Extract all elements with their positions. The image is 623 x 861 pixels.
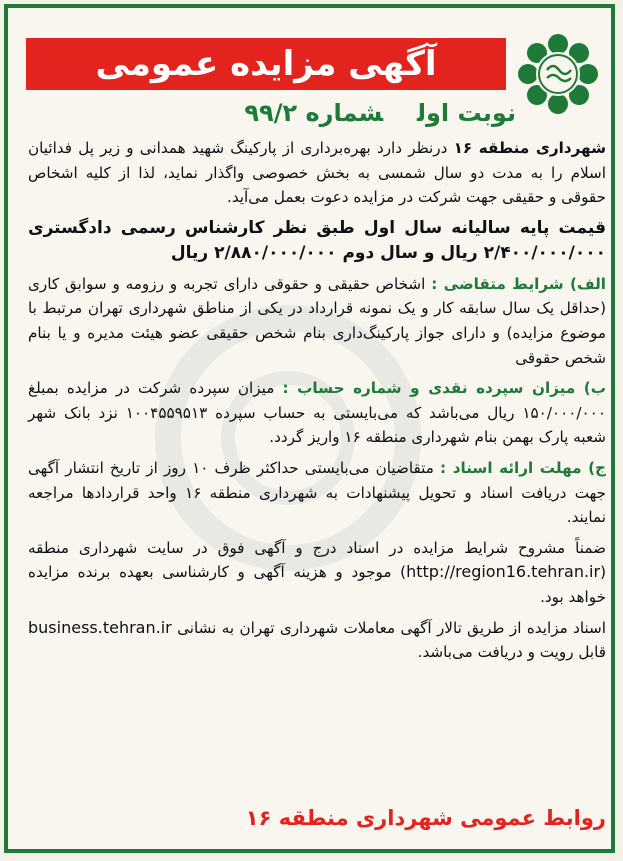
intro-organization: شهرداری منطقه ۱۶ bbox=[453, 139, 607, 157]
ad-body bbox=[28, 136, 606, 671]
tehran-municipality-emblem-icon bbox=[514, 30, 602, 118]
advertisement-frame bbox=[4, 4, 615, 853]
region-website-link[interactable]: http://region16.tehran.ir bbox=[406, 562, 601, 582]
section-b-paragraph bbox=[28, 376, 606, 450]
title-banner: آگهی مزایده عمومی bbox=[26, 38, 506, 90]
section-c-text: متقاضیان می‌بایستی حداکثر ظرف ۱۰ روز از تاریخ انتشار آگهی جهت دریافت اسناد و تحویل پیشنهادات به شهرداری منطقه ۱۶ واحد قراردادها مراجعه نمایند. bbox=[28, 458, 606, 527]
section-b-text: میزان سپرده شرکت در مزایده بمبلغ ۱۵۰/۰۰۰/۰۰۰ ریال می‌باشد که می‌بایستی به حساب سپرده ۱۰۰۴۵۵۹۵۱۳ نزد بانک شهر شعبه پارک بهمن بنام شهرداری منطقه ۱۶ واریز گردد. bbox=[28, 379, 606, 447]
section-a-paragraph bbox=[28, 272, 606, 370]
docs-text-1: اسناد مزایده از طریق تالار آگهی معاملات شهرداری تهران به نشانی bbox=[171, 618, 606, 637]
docs-paragraph bbox=[28, 616, 606, 665]
section-a-text: اشخاص حقیقی و حقوقی دارای تجربه و رزومه و سوابق کاری (حداقل یک سال سابقه کار و یک نمونه قرارداد در یکی از مناطق شهرداری تهران مرتبط با موضوع مزایده) و دارای جواز پارکینگ‌داری بنام شخص حقیقی عضو هیئت مدیره و یا بنام شخص حقوقی bbox=[28, 274, 606, 367]
section-c-heading: ج) مهلت ارائه اسناد : bbox=[440, 458, 606, 477]
intro-paragraph bbox=[28, 136, 606, 210]
round-label: نوبت اول bbox=[417, 99, 516, 127]
base-price-paragraph: قیمت پایه سالیانه سال اول طبق نظر کارشناس رسمی دادگستری ۲/۴۰۰/۰۰۰/۰۰۰ ریال و سال دوم ۲/۸۸۰/۰۰۰/۰۰۰ ریال bbox=[28, 217, 606, 263]
round-and-number bbox=[86, 96, 516, 130]
note-paragraph bbox=[28, 536, 606, 610]
section-b-heading: ب) میزان سپرده نقدی و شماره حساب : bbox=[282, 379, 606, 398]
section-c-paragraph bbox=[28, 456, 606, 530]
intro-text: درنظر دارد بهره‌برداری از پارکینگ شهید همدانی و زیر پل فدائیان اسلام را به مدت دو سال شمسی به بخش خصوصی واگذار نماید، لذا از کلیه اشخاص حقوقی و حقیقی جهت شرکت در مزایده دعوت بعمل می‌آید. bbox=[28, 139, 606, 207]
business-website-link[interactable]: business.tehran.ir bbox=[28, 617, 172, 637]
note-text-1: ضمناً مشروح شرایط مزایده در اسناد درج و آگهی فوق در سایت شهرداری منطقه ( bbox=[28, 538, 606, 582]
docs-text-2: قابل رویت و دریافت می‌باشد. bbox=[417, 643, 606, 662]
footer-signature: روابط عمومی شهرداری منطقه ۱۶ bbox=[245, 806, 606, 830]
section-a-heading: الف) شرایط متقاضی : bbox=[431, 274, 606, 293]
ad-number: شماره ۹۹/۲ bbox=[244, 99, 383, 127]
note-text-2: ) موجود و هزینه آگهی و کارشناسی بعهده برنده مزایده خواهد بود. bbox=[28, 563, 606, 606]
